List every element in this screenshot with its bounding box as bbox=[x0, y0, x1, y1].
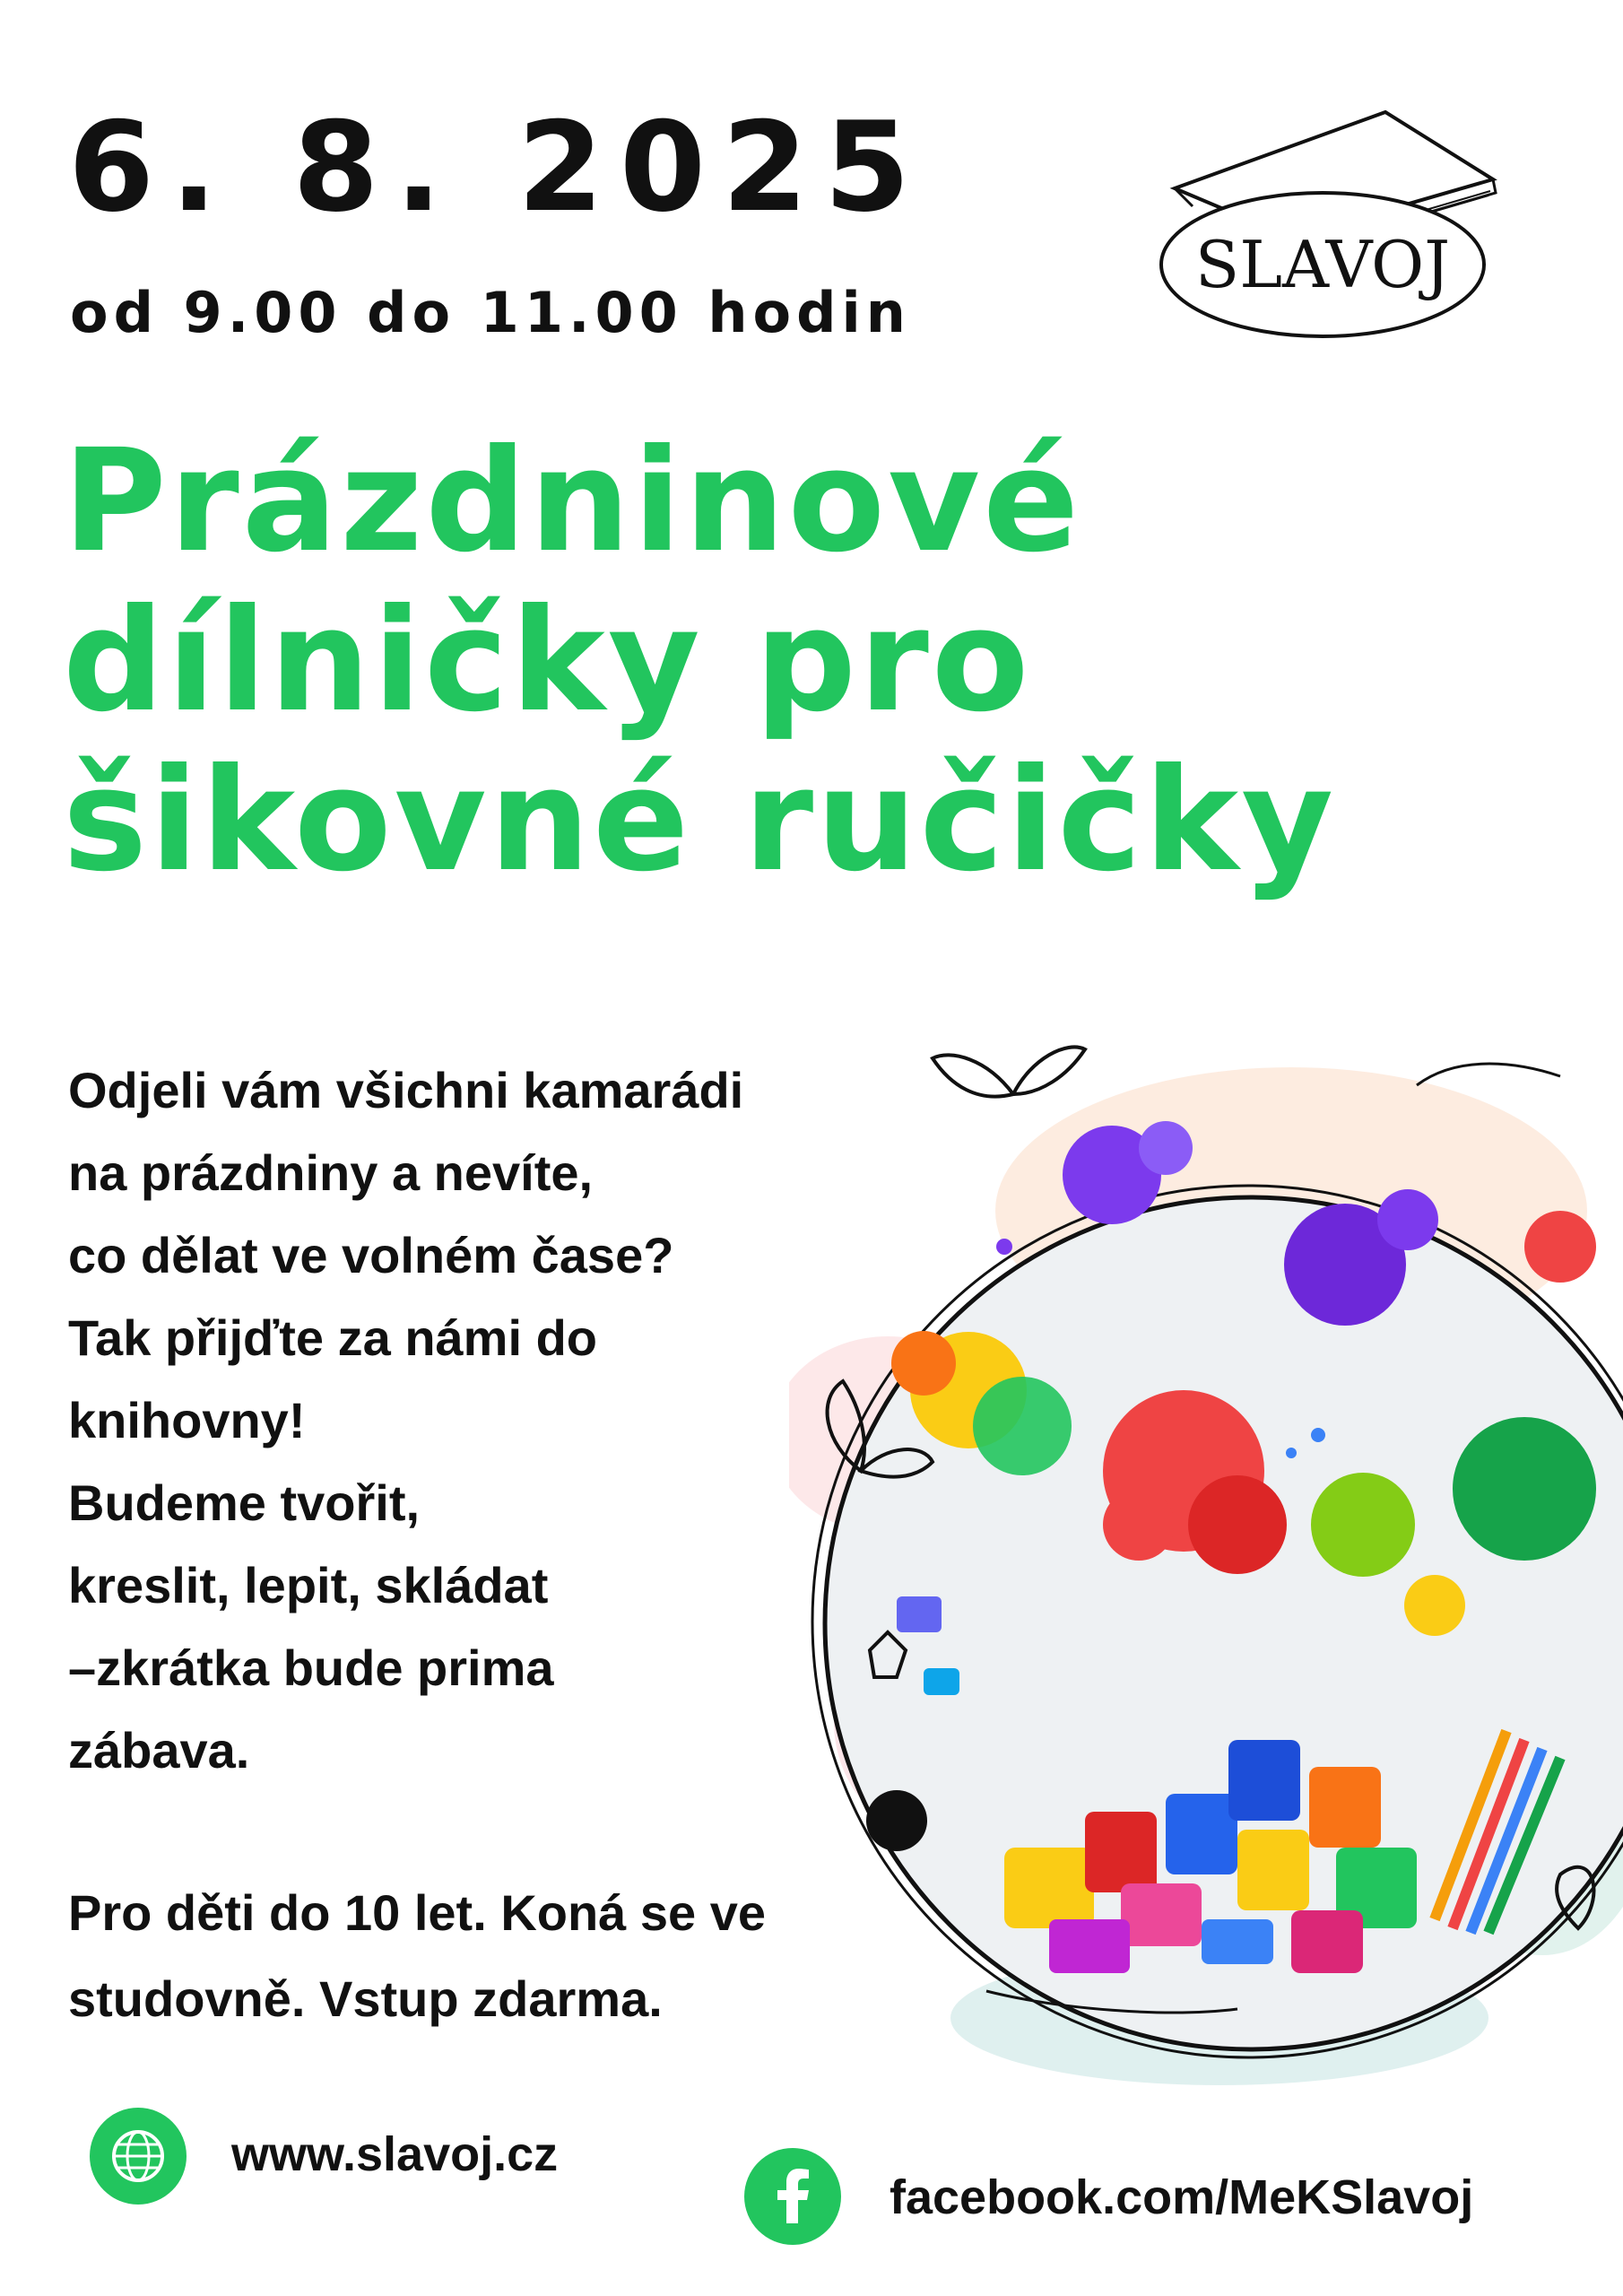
facebook-icon bbox=[744, 2148, 841, 2245]
logo-text: SLAVOJ bbox=[1194, 227, 1451, 302]
slavoj-logo bbox=[1157, 103, 1506, 345]
info-line: studovně. Vstup zdarma. bbox=[68, 1970, 663, 2027]
event-date: 6. 8. 2025 bbox=[68, 95, 927, 239]
event-time: od 9.00 do 11.00 hodin bbox=[70, 280, 911, 345]
title-line: dílničky pro bbox=[63, 578, 1032, 744]
description-line: na prázdniny a nevíte, bbox=[68, 1144, 594, 1201]
globe-icon bbox=[90, 2108, 187, 2205]
description-line: kreslit, lepit, skládat bbox=[68, 1557, 549, 1613]
facebook-link[interactable]: facebook.com/MeKSlavoj bbox=[890, 2170, 1474, 2224]
website-link[interactable]: www.slavoj.cz bbox=[231, 2127, 559, 2181]
description-line: Budeme tvořit, bbox=[68, 1474, 421, 1531]
paint-illustration bbox=[789, 1022, 1623, 2099]
description-line: knihovny! bbox=[68, 1392, 306, 1448]
title-line: Prázdninové bbox=[63, 419, 1082, 584]
description-line: Tak přijďte za námi do bbox=[68, 1309, 597, 1366]
description bbox=[68, 1049, 911, 1792]
info-line: Pro děti do 10 let. Koná se ve bbox=[68, 1884, 767, 1941]
title-line: šikovné ručičky bbox=[63, 738, 1337, 903]
description-line: co dělat ve volném čase? bbox=[68, 1227, 674, 1283]
description-line: Odjeli vám všichni kamarádi bbox=[68, 1062, 744, 1118]
event-title bbox=[63, 419, 1587, 903]
description-line: –zkrátka bude prima bbox=[68, 1639, 554, 1696]
description-line: zábava. bbox=[68, 1722, 250, 1779]
